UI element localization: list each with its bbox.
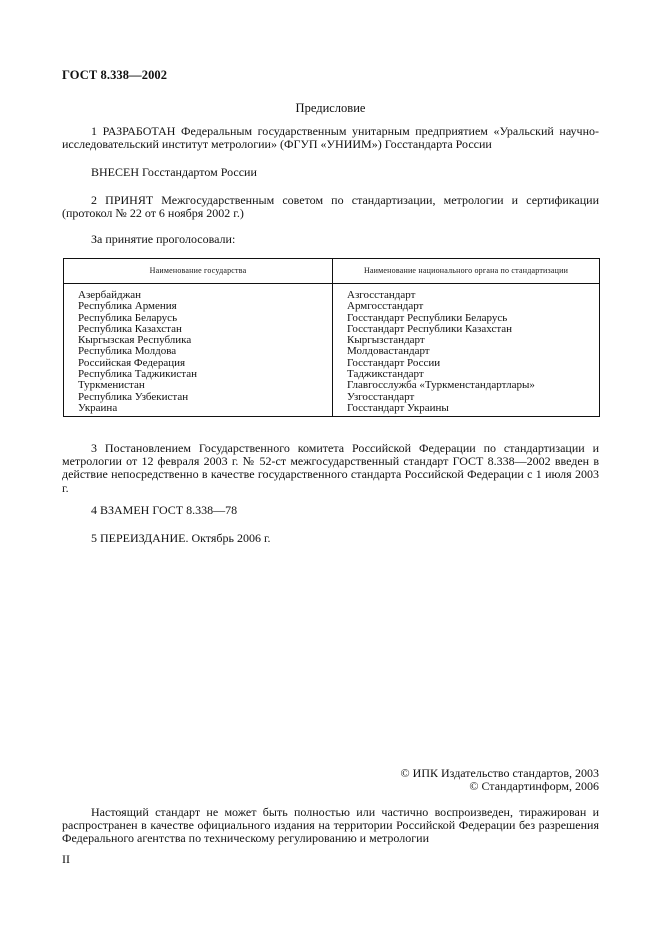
state-name: Украина [78, 401, 118, 414]
paragraph-voted-for: За принятие проголосовали: [91, 232, 236, 246]
paragraph-adopted-by: 2 ПРИНЯТ Межгосударственным советом по стандартизации, метрологии и сертификации (протокол № 22 от 6 ноября 2002 г.) [62, 193, 599, 221]
standards-body-name: Таджикстандарт [347, 368, 424, 381]
standards-body-name: Главгосслужба «Туркменстандартлары» [347, 379, 535, 392]
voting-table-header-row [64, 259, 600, 284]
page-number: II [62, 852, 70, 866]
state-name: Республика Беларусь [78, 311, 178, 324]
state-name: Туркменистан [78, 379, 145, 392]
column-header-state: Наименование государства [64, 259, 333, 284]
state-name: Российская Федерация [78, 356, 186, 369]
state-name: Республика Таджикистан [78, 368, 197, 381]
paragraph-developed-by: 1 РАЗРАБОТАН Федеральным государственным унитарным предприятием «Уральский научно-исследовательский институт метрологии» (ФГУП «УНИИМ») Госстандарта России [62, 124, 599, 152]
copyright-line-standartinform: © Стандартинформ, 2006 [469, 779, 599, 793]
standards-body-name: Госстандарт Украины [347, 401, 449, 414]
document-code-header: ГОСТ 8.338—2002 [62, 68, 168, 82]
state-name: Республика Узбекистан [78, 390, 189, 403]
column-header-standards-body: Наименование национального органа по стандартизации [333, 259, 600, 284]
standards-body-name: Узгосстандарт [347, 390, 415, 403]
state-name: Республика Армения [78, 300, 177, 313]
paragraph-enacted-by: 3 Постановлением Государственного комитета Российской Федерации по стандартизации и метрологии от 12 февраля 2003 г. № 52-ст межгосударственный стандарт ГОСТ 8.338—2002 введен в действие непосредственно в качестве государственного стандарта Российской Федерации с 1 июля 2003 г. [62, 441, 599, 495]
paragraph-introduced-by: ВНЕСЕН Госстандартом России [91, 165, 257, 179]
paragraph-replaces: 4 ВЗАМЕН ГОСТ 8.338—78 [91, 503, 238, 517]
standards-body-name: Госстандарт Республики Казахстан [347, 322, 513, 335]
states-column [64, 284, 333, 417]
paragraph-reissue: 5 ПЕРЕИЗДАНИЕ. Октябрь 2006 г. [91, 531, 271, 545]
copyright-line-ipk: © ИПК Издательство стандартов, 2003 [400, 766, 599, 780]
state-name: Азербайджан [78, 289, 142, 301]
standards-body-name: Армгосстандарт [347, 300, 424, 313]
state-name: Кыргызская Республика [78, 334, 192, 347]
standards-body-name: Кыргызстандарт [347, 334, 425, 347]
voting-table [63, 258, 600, 417]
standards-body-name: Азгосстандарт [347, 289, 416, 301]
state-name: Республика Молдова [78, 345, 177, 358]
state-name: Республика Казахстан [78, 322, 182, 335]
standards-body-name: Госстандарт Республики Беларусь [347, 311, 508, 324]
standards-body-name: Молдовастандарт [347, 345, 430, 358]
voting-table-body-row [64, 284, 600, 417]
paragraph-reproduction-notice: Настоящий стандарт не может быть полностью или частично воспроизведен, тиражирован и распространен в качестве официального издания на территории Российской Федерации без разрешения Федерального агентства по техническому регулированию и метрологии [62, 805, 599, 846]
section-heading: Предисловие [295, 101, 366, 115]
standards-body-name: Госстандарт России [347, 356, 441, 369]
standards-bodies-column [333, 284, 600, 417]
